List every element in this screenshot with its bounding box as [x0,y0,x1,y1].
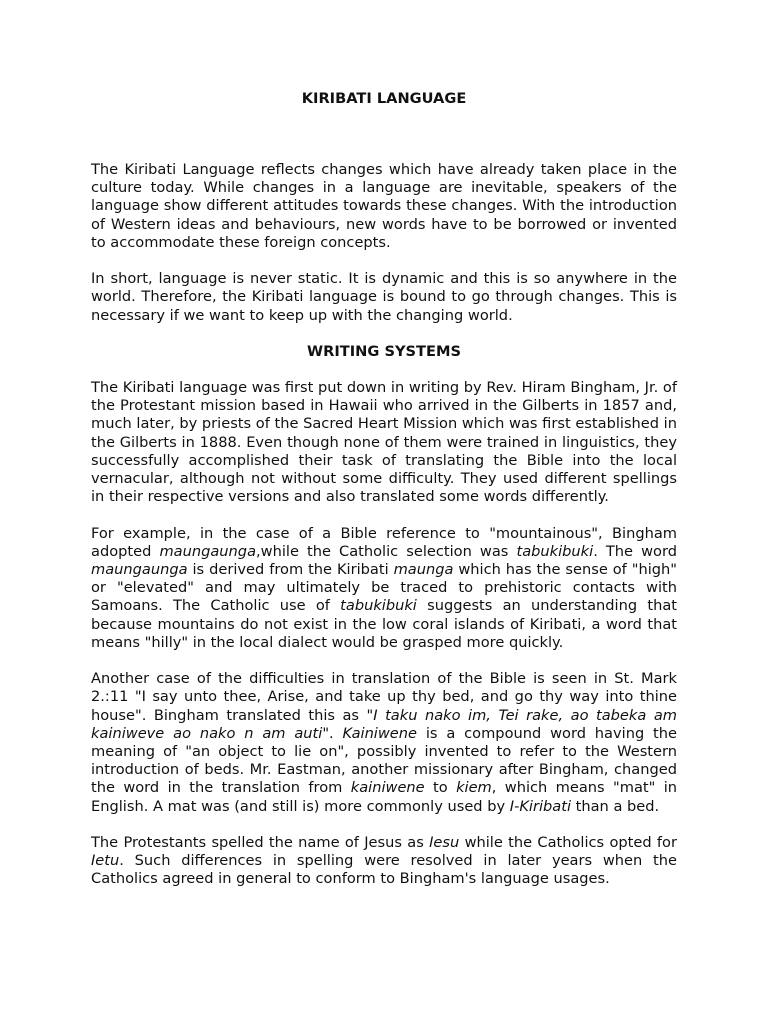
italic-term: kainiwene [350,779,425,797]
italic-term: kiem [456,779,492,797]
italic-term: maungaunga [159,542,257,560]
writing-systems-paragraph-3 [91,670,677,816]
text-run: . Such differences in spelling were resolved in later years when the Catholics agreed in general to conform to Bingham's language usages. [91,852,677,888]
text-run: Another case of the difficulties in translation of the Bible is seen in St. Mark 2.:11 "I say unto thee, Arise, and take up thy bed, and go thy way into thine house". Bingham translated this as " [91,670,677,724]
text-run: ,while the Catholic selection was [256,542,517,560]
text-run: is a compound word having the meaning of "an object to lie on", possibly invented to refer to the Western introduction of beds. Mr. Eastman, another missionary after Bingham, changed the word in the translation from [91,724,677,797]
italic-term: I-Kiribati [509,797,571,815]
italic-term: tabukibuki [516,542,594,560]
italic-term: tabukibuki [340,597,417,615]
text-run: For example, in the case of a Bible reference to "mountainous", Bingham adopted [91,524,677,560]
italic-term: maunga [393,561,454,579]
italic-term: maungaunga [91,561,188,579]
text-run: ". [322,724,343,742]
document-page [91,90,677,907]
italic-term: Ietu [91,852,120,870]
document-title: KIRIBATI LANGUAGE [301,90,467,107]
intro-paragraph-2: In short, language is never static. It is dynamic and this is so anywhere in the world. Therefore, the Kiribati language is bound to go through changes. This is necessary if we want to keep up with the changing world. [91,270,677,324]
text-run: than a bed. [571,797,660,815]
writing-systems-paragraph-1: The Kiribati language was first put down in writing by Rev. Hiram Bingham, Jr. of the Protestant mission based in Hawaii who arrived in the Gilberts in 1857 and, much later, by priests of the Sacred Heart Mission which was first established in the Gilberts in 1888. Even though none of them were trained in linguistics, they successfully accomplished their task of translating the Bible into the local vernacular, although not without some difficulty. They used different spellings in their respective versions and also translated some words differently. [91,379,677,506]
text-run: while the Catholics opted for [459,834,677,852]
italic-term: Kainiwene [342,724,418,742]
section-heading-writing-systems: WRITING SYSTEMS [307,343,461,360]
text-run: . The word [593,542,677,560]
text-run: is derived from the Kiribati [187,561,394,579]
text-run: to [424,779,457,797]
italic-quote: I taku nako im, Tei rake, ao tabeka am kainiweve ao nako n am auti [91,706,677,742]
text-run: which has the sense of "high" or "elevated" and may ultimately be traced to prehistoric contacts with Samoans. The Catholic use of [91,561,677,615]
writing-systems-paragraph-2 [91,525,677,652]
intro-paragraph-1: The Kiribati Language reflects changes which have already taken place in the culture today. While changes in a language are inevitable, speakers of the language show different attitudes towards these changes. With the introduction of Western ideas and behaviours, new words have to be borrowed or invented to accommodate these foreign concepts. [91,161,677,251]
text-run: , which means "mat" in English. A mat was (and still is) more commonly used by [91,779,678,815]
writing-systems-paragraph-4 [91,834,677,889]
text-run: The Protestants spelled the name of Jesus as [91,834,430,852]
italic-term: Iesu [429,834,460,852]
text-run: suggests an understanding that because mountains do not exist in the low coral islands of Kiribati, a word that means "hilly" in the local dialect would be grasped more quickly. [91,597,677,651]
